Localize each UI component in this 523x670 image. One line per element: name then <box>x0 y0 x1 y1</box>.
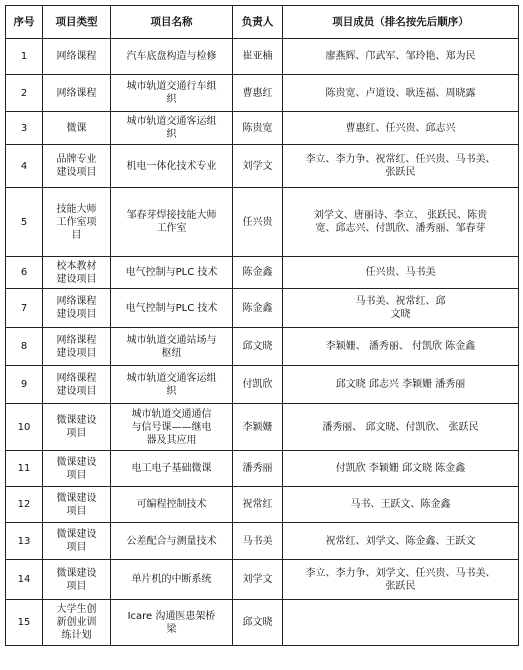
table-row <box>6 366 519 404</box>
cell-name: 邹春芽焊接技能大师 工作室 <box>111 188 233 257</box>
cell-members: 李颖姗、 潘秀丽、 付凯欣 陈金鑫 <box>283 328 519 366</box>
cell-type: 大学生创 新创业训 练计划 <box>43 600 111 646</box>
cell-name: 电气控制与PLC 技术 <box>111 257 233 289</box>
cell-type: 微课 <box>43 112 111 145</box>
cell-type: 微课建设 项目 <box>43 404 111 451</box>
table-row <box>6 289 519 328</box>
header-members: 项目成员（排名按先后顺序） <box>283 6 519 39</box>
cell-lead: 付凯欣 <box>233 366 283 404</box>
header-lead: 负责人 <box>233 6 283 39</box>
cell-lead: 崔亚楠 <box>233 39 283 75</box>
cell-index: 6 <box>6 257 43 289</box>
cell-members: 曹惠红、任兴贵、邱志兴 <box>283 112 519 145</box>
cell-type: 网络课程 <box>43 75 111 112</box>
cell-index: 14 <box>6 560 43 600</box>
table-row <box>6 487 519 523</box>
cell-members: 陈贵宽、卢道设、耿连福、周晓露 <box>283 75 519 112</box>
cell-index: 13 <box>6 523 43 560</box>
cell-lead: 潘秀丽 <box>233 451 283 487</box>
cell-name: 公差配合与测量技术 <box>111 523 233 560</box>
cell-lead: 陈贵宽 <box>233 112 283 145</box>
cell-name: 电气控制与PLC 技术 <box>111 289 233 328</box>
cell-type: 品牌专业 建设项目 <box>43 145 111 188</box>
cell-index: 8 <box>6 328 43 366</box>
cell-name: 可编程控制技术 <box>111 487 233 523</box>
table-row <box>6 328 519 366</box>
table-row <box>6 600 519 646</box>
table-row <box>6 188 519 257</box>
cell-index: 10 <box>6 404 43 451</box>
cell-type: 网络课程 <box>43 39 111 75</box>
cell-members: 马书美、祝常红、邱 文晓 <box>283 289 519 328</box>
cell-lead: 祝常红 <box>233 487 283 523</box>
header-name: 项目名称 <box>111 6 233 39</box>
cell-members: 李立、李力争、祝常红、任兴贵、马书美、 张跃民 <box>283 145 519 188</box>
cell-name: Icare 沟通医患架桥 梁 <box>111 600 233 646</box>
table-row <box>6 75 519 112</box>
cell-name: 城市轨道交通通信 与信号课——继电 器及其应用 <box>111 404 233 451</box>
header-index: 序号 <box>6 6 43 39</box>
table-header-row <box>6 6 519 39</box>
cell-members: 李立、李力争、刘学文、任兴贵、马书美、 张跃民 <box>283 560 519 600</box>
cell-name: 电工电子基础微课 <box>111 451 233 487</box>
cell-type: 微课建设 项目 <box>43 560 111 600</box>
cell-lead: 李颖姗 <box>233 404 283 451</box>
cell-name: 城市轨道交通客运组 织 <box>111 112 233 145</box>
cell-type: 网络课程 建设项目 <box>43 366 111 404</box>
cell-type: 微课建设 项目 <box>43 487 111 523</box>
table-row <box>6 404 519 451</box>
cell-name: 城市轨道交通站场与 枢纽 <box>111 328 233 366</box>
cell-name: 机电一体化技术专业 <box>111 145 233 188</box>
cell-type: 网络课程 建设项目 <box>43 289 111 328</box>
cell-name: 城市轨道交通客运组 织 <box>111 366 233 404</box>
cell-index: 3 <box>6 112 43 145</box>
cell-members: 邱文晓 邱志兴 李颖姗 潘秀丽 <box>283 366 519 404</box>
cell-lead: 邱文晓 <box>233 600 283 646</box>
cell-lead: 刘学文 <box>233 560 283 600</box>
cell-lead: 陈金鑫 <box>233 257 283 289</box>
cell-members <box>283 600 519 646</box>
cell-members: 潘秀丽、 邱文晓、付凯欣、 张跃民 <box>283 404 519 451</box>
table-row <box>6 560 519 600</box>
table-row <box>6 523 519 560</box>
cell-index: 1 <box>6 39 43 75</box>
cell-index: 7 <box>6 289 43 328</box>
project-table-container <box>5 5 518 646</box>
cell-index: 4 <box>6 145 43 188</box>
table-row <box>6 145 519 188</box>
table-row <box>6 39 519 75</box>
cell-index: 5 <box>6 188 43 257</box>
cell-name: 城市轨道交通行车组 织 <box>111 75 233 112</box>
cell-type: 技能大师 工作室项 目 <box>43 188 111 257</box>
cell-type: 微课建设 项目 <box>43 523 111 560</box>
cell-members: 马书、王跃文、陈金鑫 <box>283 487 519 523</box>
table-row <box>6 112 519 145</box>
cell-index: 15 <box>6 600 43 646</box>
cell-lead: 邱文晓 <box>233 328 283 366</box>
cell-lead: 任兴贵 <box>233 188 283 257</box>
cell-lead: 刘学文 <box>233 145 283 188</box>
cell-index: 9 <box>6 366 43 404</box>
cell-lead: 马书美 <box>233 523 283 560</box>
cell-members: 刘学文、唐丽诗、李立、 张跃民、陈贵 宽、邱志兴、付凯欣、潘秀丽、邹春芽 <box>283 188 519 257</box>
cell-index: 11 <box>6 451 43 487</box>
cell-index: 2 <box>6 75 43 112</box>
table-row <box>6 257 519 289</box>
cell-type: 微课建设 项目 <box>43 451 111 487</box>
cell-members: 付凯欣 李颖姗 邱文晓 陈金鑫 <box>283 451 519 487</box>
cell-lead: 曹惠红 <box>233 75 283 112</box>
cell-members: 廖燕辉、邝武军、邹玲艳、郑为民 <box>283 39 519 75</box>
table-row <box>6 451 519 487</box>
cell-members: 祝常红、刘学文、陈金鑫、王跃文 <box>283 523 519 560</box>
cell-name: 汽车底盘构造与检修 <box>111 39 233 75</box>
cell-index: 12 <box>6 487 43 523</box>
header-type: 项目类型 <box>43 6 111 39</box>
cell-members: 任兴贵、马书美 <box>283 257 519 289</box>
cell-name: 单片机的中断系统 <box>111 560 233 600</box>
project-table <box>5 5 519 646</box>
cell-type: 校本教材 建设项目 <box>43 257 111 289</box>
cell-type: 网络课程 建设项目 <box>43 328 111 366</box>
cell-lead: 陈金鑫 <box>233 289 283 328</box>
